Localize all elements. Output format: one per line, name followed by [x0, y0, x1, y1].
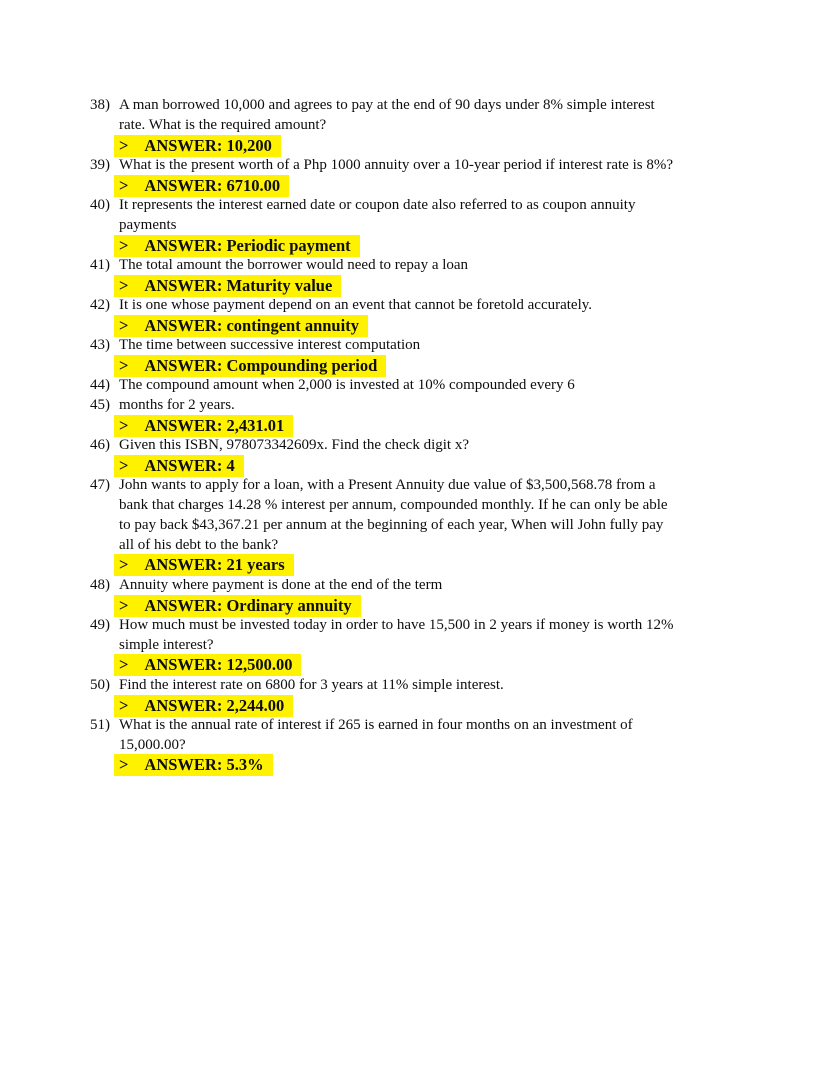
question-lines: [119, 256, 742, 276]
question-line: What is the annual rate of interest if 265 is earned in four months on an investment of: [119, 716, 633, 733]
question-line: rate. What is the required amount?: [119, 116, 327, 133]
answer-row: [114, 176, 742, 196]
answer-row: [114, 276, 742, 296]
answer-row: [114, 356, 742, 376]
answer-row: [114, 696, 742, 716]
answer-marker: >: [119, 595, 129, 615]
question-line: Given this ISBN, 978073342609x. Find the check digit x?: [119, 437, 469, 454]
question-number: 42): [90, 297, 110, 314]
question-lines: [119, 376, 742, 396]
answer-highlight: [114, 355, 386, 377]
question-body: [119, 616, 742, 676]
answer-highlight: [114, 175, 289, 197]
question-item: [90, 296, 742, 336]
question-lines: [119, 616, 742, 656]
answer-marker: >: [119, 415, 129, 435]
answer-marker: >: [119, 695, 129, 715]
question-number: 48): [90, 576, 110, 593]
answer-highlight: [114, 554, 294, 576]
answer-marker: >: [119, 355, 129, 375]
question-item: [90, 396, 742, 436]
question-body: [119, 156, 742, 196]
answer-marker: >: [119, 455, 129, 475]
answer-text: ANSWER: contingent annuity: [144, 315, 359, 335]
answer-text: ANSWER: Periodic payment: [144, 235, 351, 255]
question-item: [90, 256, 742, 296]
question-body: [119, 256, 742, 296]
answer-marker: >: [119, 655, 129, 675]
question-item: [90, 196, 742, 256]
question-number: 46): [90, 437, 110, 454]
answer-text: ANSWER: 10,200: [144, 135, 272, 155]
question-item: [90, 96, 742, 156]
question-line: The total amount the borrower would need to repay a loan: [119, 256, 469, 273]
answer-text: ANSWER: 12,500.00: [144, 655, 293, 675]
answer-marker: >: [119, 275, 129, 295]
answer-text: ANSWER: 6710.00: [144, 175, 281, 195]
question-number: 38): [90, 97, 110, 113]
question-item: [90, 716, 742, 776]
question-lines: [119, 436, 742, 456]
question-body: [119, 476, 742, 575]
answer-highlight: [114, 315, 368, 337]
question-number: 43): [90, 337, 110, 354]
answer-highlight: [114, 235, 360, 257]
question-number: 50): [90, 676, 110, 693]
answer-row: [114, 316, 742, 336]
question-line: It represents the interest earned date or coupon date also referred to as coupon annuity: [119, 197, 636, 214]
question-body: [119, 96, 742, 156]
question-number: 44): [90, 377, 110, 394]
question-number: 40): [90, 197, 110, 214]
answer-text: ANSWER: 2,244.00: [144, 695, 285, 715]
question-number: 49): [90, 616, 110, 633]
answer-text: ANSWER: Compounding period: [144, 355, 378, 375]
answer-row: [114, 416, 742, 436]
question-lines: [119, 476, 742, 555]
question-item: [90, 436, 742, 476]
question-item: [90, 476, 742, 575]
question-line: payments: [119, 216, 177, 233]
question-body: [119, 436, 742, 476]
question-number: 41): [90, 256, 110, 273]
question-number: 47): [90, 477, 110, 494]
answer-marker: >: [119, 555, 129, 575]
answer-row: [114, 456, 742, 476]
question-line: Annuity where payment is done at the end of the term: [119, 576, 443, 593]
question-body: [119, 716, 742, 776]
answer-row: [114, 236, 742, 256]
answer-text: ANSWER: 5.3%: [144, 755, 264, 775]
question-line: The time between successive interest computation: [119, 337, 421, 354]
question-line: simple interest?: [119, 636, 214, 653]
question-item: [90, 336, 742, 376]
question-body: [119, 336, 742, 376]
question-lines: [119, 576, 742, 596]
question-line: Find the interest rate on 6800 for 3 years at 11% simple interest.: [119, 676, 504, 693]
answer-highlight: [114, 275, 341, 297]
answer-text: ANSWER: Ordinary annuity: [144, 595, 352, 615]
answer-text: ANSWER: Maturity value: [144, 275, 333, 295]
question-item: [90, 676, 742, 716]
question-line: to pay back $43,367.21 per annum at the beginning of each year, When will John fully pay: [119, 516, 664, 533]
answer-row: [114, 596, 742, 616]
answer-marker: >: [119, 175, 129, 195]
question-lines: [119, 716, 742, 756]
answer-row: [114, 655, 742, 675]
question-line: What is the present worth of a Php 1000 annuity over a 10-year period if interest rate is 8%?: [119, 156, 673, 173]
question-item: [90, 576, 742, 616]
question-item: [90, 156, 742, 196]
answer-highlight: [114, 654, 301, 676]
question-lines: [119, 96, 742, 136]
answer-marker: >: [119, 135, 129, 155]
question-line: 15,000.00?: [119, 736, 186, 753]
answer-row: [114, 755, 742, 775]
answer-highlight: [114, 595, 361, 617]
question-line: all of his debt to the bank?: [119, 536, 279, 553]
question-body: [119, 676, 742, 716]
question-item: [90, 616, 742, 676]
question-line: How much must be invested today in order to have 15,500 in 2 years if money is worth 12%: [119, 616, 674, 633]
answer-text: ANSWER: 4: [144, 455, 235, 475]
question-body: [119, 296, 742, 336]
question-body: [119, 396, 742, 436]
question-body: [119, 576, 742, 616]
question-line: bank that charges 14.28 % interest per annum, compounded monthly. If he can only be able: [119, 497, 668, 514]
question-line: John wants to apply for a loan, with a Present Annuity due value of $3,500,568.78 from a: [119, 477, 656, 494]
question-line: The compound amount when 2,000 is invested at 10% compounded every 6: [119, 377, 575, 394]
question-lines: [119, 196, 742, 236]
question-body: [119, 196, 742, 256]
question-number: 39): [90, 156, 110, 173]
question-list: [90, 96, 742, 776]
answer-highlight: [114, 135, 281, 157]
question-lines: [119, 296, 742, 316]
question-line: It is one whose payment depend on an event that cannot be foretold accurately.: [119, 297, 593, 314]
answer-highlight: [114, 455, 244, 477]
question-number: 51): [90, 716, 110, 733]
question-lines: [119, 396, 742, 416]
answer-highlight: [114, 415, 293, 437]
question-line: A man borrowed 10,000 and agrees to pay at the end of 90 days under 8% simple interest: [119, 97, 655, 113]
question-body: [119, 376, 742, 396]
question-number: 45): [90, 397, 110, 414]
answer-highlight: [114, 754, 273, 776]
question-lines: [119, 156, 742, 176]
question-lines: [119, 676, 742, 696]
answer-text: ANSWER: 21 years: [144, 555, 285, 575]
answer-highlight: [114, 695, 293, 717]
question-lines: [119, 336, 742, 356]
question-item: [90, 376, 742, 396]
question-line: months for 2 years.: [119, 397, 235, 414]
answer-marker: >: [119, 235, 129, 255]
answer-row: [114, 136, 742, 156]
answer-marker: >: [119, 315, 129, 335]
answer-marker: >: [119, 755, 129, 775]
answer-row: [114, 555, 742, 575]
answer-text: ANSWER: 2,431.01: [144, 415, 285, 435]
